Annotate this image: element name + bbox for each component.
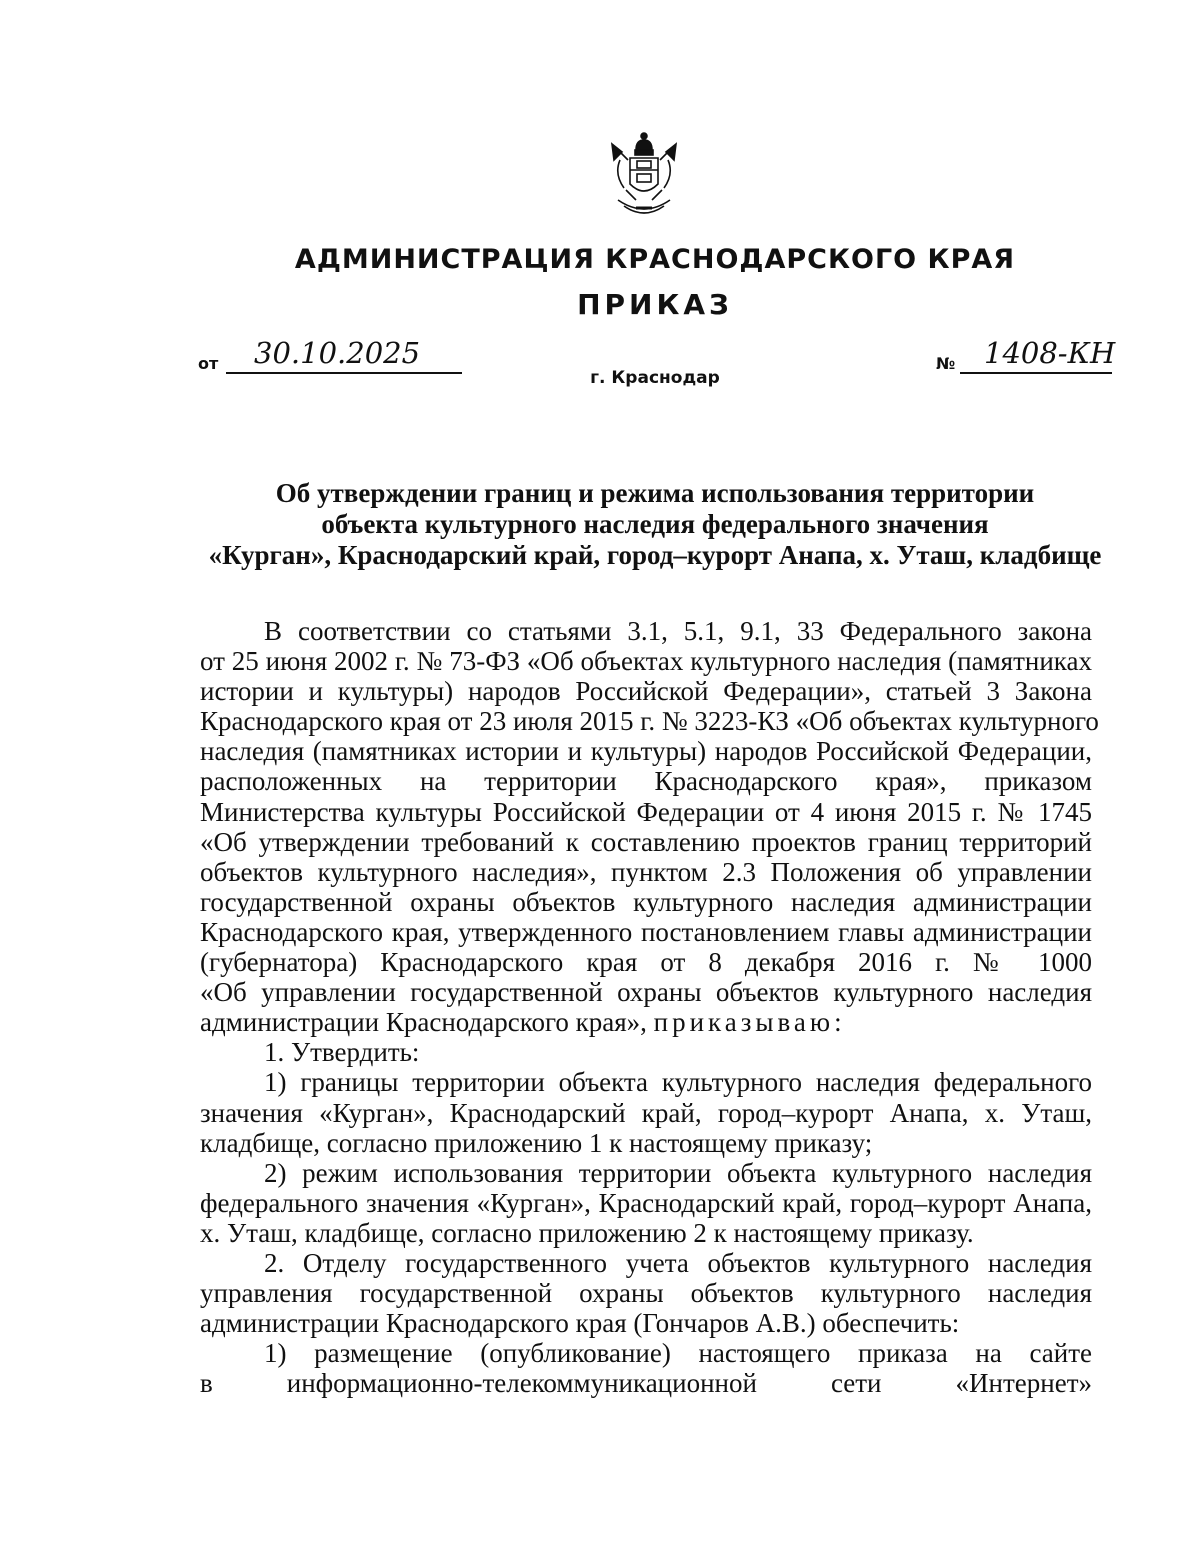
body-line: управления государственной охраны объектов культурного наследия — [200, 1278, 1092, 1309]
body-line: Министерства культуры Российской Федерации от 4 июня 2015 г. № 1745 — [200, 796, 1092, 827]
body-line: в информационно-телекоммуникационной сети «Интернет» — [200, 1368, 1092, 1399]
body-line: значения «Курган», Краснодарский край, город–курорт Анапа, х. Уташ, — [200, 1097, 1092, 1128]
body-line: х. Уташ, кладбище, согласно приложению 2 к настоящему приказу. — [200, 1217, 974, 1248]
body-line: объектов культурного наследия», пунктом 2.3 Положения об управлении — [200, 856, 1092, 887]
body-line: В соответствии со статьями 3.1, 5.1, 9.1, 33 Федерального закона — [264, 616, 1092, 646]
handwritten-date: 30.10.2025 — [254, 336, 421, 370]
body-line: наследия (памятниках истории и культуры) народов Российской Федерации, — [200, 736, 1092, 767]
body-line — [200, 1007, 1092, 1037]
date-prefix: от — [198, 354, 219, 373]
document-title — [150, 478, 1160, 571]
title-line: «Курган», Краснодарский край, город–курорт Анапа, х. Уташ, кладбище — [208, 540, 1102, 570]
body-line: Краснодарского края, утвержденного постановлением главы администрации — [200, 916, 1092, 947]
handwritten-number: 1408-КН — [984, 336, 1116, 370]
body-line: государственной охраны объектов культурного наследия администрации — [200, 886, 1092, 917]
title-line: объекта культурного наследия федерального значения — [321, 509, 989, 539]
body-line: 1) размещение (опубликование) настоящего приказа на сайте — [264, 1338, 1092, 1369]
number-prefix: № — [936, 354, 956, 373]
body-line: от 25 июня 2002 г. № 73-ФЗ «Об объектах культурного наследия (памятниках — [200, 646, 1092, 677]
city: г. Краснодар — [590, 368, 720, 388]
order-word: приказываю: — [653, 1007, 846, 1038]
organization-name: АДМИНИСТРАЦИЯ КРАСНОДАРСКОГО КРАЯ — [294, 244, 1016, 275]
body-line: кладбище, согласно приложению 1 к настоящему приказу; — [200, 1127, 873, 1158]
document-body — [200, 616, 1099, 1399]
body-line: администрации Краснодарского края (Гончаров А.В.) обеспечить: — [200, 1308, 960, 1339]
body-line: 2) режим использования территории объекта культурного наследия — [264, 1157, 1092, 1188]
body-line: (губернатора) Краснодарского края от 8 декабря 2016 г. № 1000 — [200, 947, 1092, 978]
body-line: «Об управлении государственной охраны объектов культурного наследия — [200, 977, 1092, 1008]
body-text: администрации Краснодарского края», — [200, 1007, 647, 1038]
body-line: Краснодарского края от 23 июля 2015 г. № 3223-КЗ «Об объектах культурного — [200, 706, 1099, 737]
document-type: ПРИКАЗ — [577, 288, 733, 321]
body-line: 1) границы территории объекта культурного наследия федерального — [264, 1067, 1092, 1098]
body-line: «Об утверждении требований к составлению проектов границ территорий — [200, 826, 1092, 857]
coat-of-arms-icon — [606, 130, 682, 222]
body-line: 1. Утвердить: — [264, 1037, 420, 1068]
body-line: расположенных на территории Краснодарского края», приказом — [200, 766, 1092, 797]
title-line: Об утверждении границ и режима использования территории — [275, 478, 1035, 508]
body-line: 2. Отделу государственного учета объектов культурного наследия — [264, 1247, 1092, 1278]
body-line: федерального значения «Курган», Краснодарский край, город–курорт Анапа, — [200, 1187, 1092, 1218]
body-line: истории и культуры) народов Российской Федерации», статьей 3 Закона — [200, 676, 1092, 707]
